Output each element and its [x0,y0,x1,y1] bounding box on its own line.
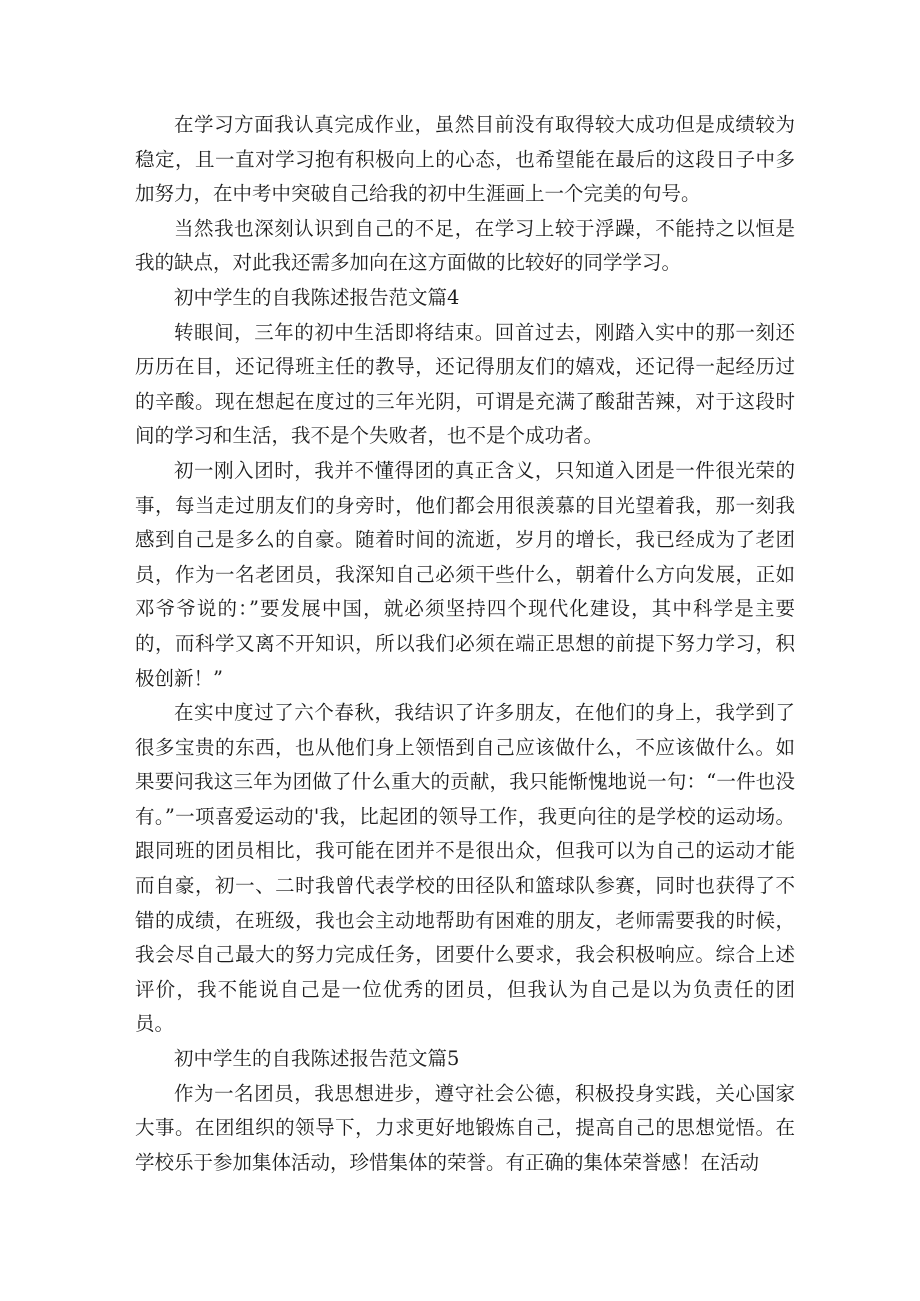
paragraph-league-member: 作为一名团员，我思想进步，遵守社会公德，积极投身实践，关心国家大事。在团组织的领导下，力求更好地锻炼自己，提高自己的思想觉悟。在学校乐于参加集体活动，珍惜集体的荣誉。有正确的集体荣誉感！在活动 [135,1081,795,1174]
paragraph-joining-league: 初一刚入团时，我并不懂得团的真正含义，只知道入团是一件很光荣的事，每当走过朋友们的身旁时，他们都会用很羡慕的目光望着我，那一刻我感到自己是多么的自豪。随着时间的流逝，岁月的增长，我已经成为了老团员，作为一名老团员，我深知自己必须干些什么，朝着什么方向发展，正如邓爷爷说的：”要发展中国，就必须坚持四个现代化建设，其中科学是主要的，而科学又离不开知识，所以我们必须在端正思想的前提下努力学习，积极创新！” [135,458,795,690]
section-heading-5: 初中学生的自我陈述报告范文篇5 [174,1047,460,1071]
paragraph-study-attitude: 在学习方面我认真完成作业，虽然目前没有取得较大成功但是成绩较为稳定，且一直对学习抱有积极向上的心态，也希望能在最后的这段日子中多加努力，在中考中突破自己给我的初中生涯画上一个完美的句号。 [135,113,795,206]
section-heading-4: 初中学生的自我陈述报告范文篇4 [174,285,460,309]
paragraph-six-seasons: 在实中度过了六个春秋，我结识了许多朋友，在他们的身上，我学到了很多宝贵的东西，也从他们身上领悟到自己应该做什么，不应该做什么。如果要问我这三年为团做了什么重大的贡献，我只能惭愧地说一句：“一件也没有。”一项喜爱运动的'我，比起团的领导工作，我更向往的是学校的运动场。跟同班的团员相比，我可能在团并不是很出众，但我可以为自己的运动才能而自豪，初一、二时我曾代表学校的田径队和篮球队参赛，同时也获得了不错的成绩，在班级，我也会主动地帮助有困难的朋友，老师需要我的时候，我会尽自己最大的努力完成任务，团要什么要求，我会积极响应。综合上述评价，我不能说自己是一位优秀的团员，但我认为自己是以为负责任的团员。 [135,701,795,1036]
paragraph-shortcomings: 当然我也深刻认识到自己的不足，在学习上较于浮躁，不能持之以恒是我的缺点，对此我还需多加向在这方面做的比较好的同学学习。 [135,216,795,275]
paragraph-three-years: 转眼间，三年的初中生活即将结束。回首过去，刚踏入实中的那一刻还历历在目，还记得班主任的教导，还记得朋友们的嬉戏，还记得一起经历过的辛酸。现在想起在度过的三年光阴，可谓是充满了酸甜苦辣，对于这段时间的学习和生活，我不是个失败者，也不是个成功者。 [135,320,795,448]
document-body [135,108,795,1180]
